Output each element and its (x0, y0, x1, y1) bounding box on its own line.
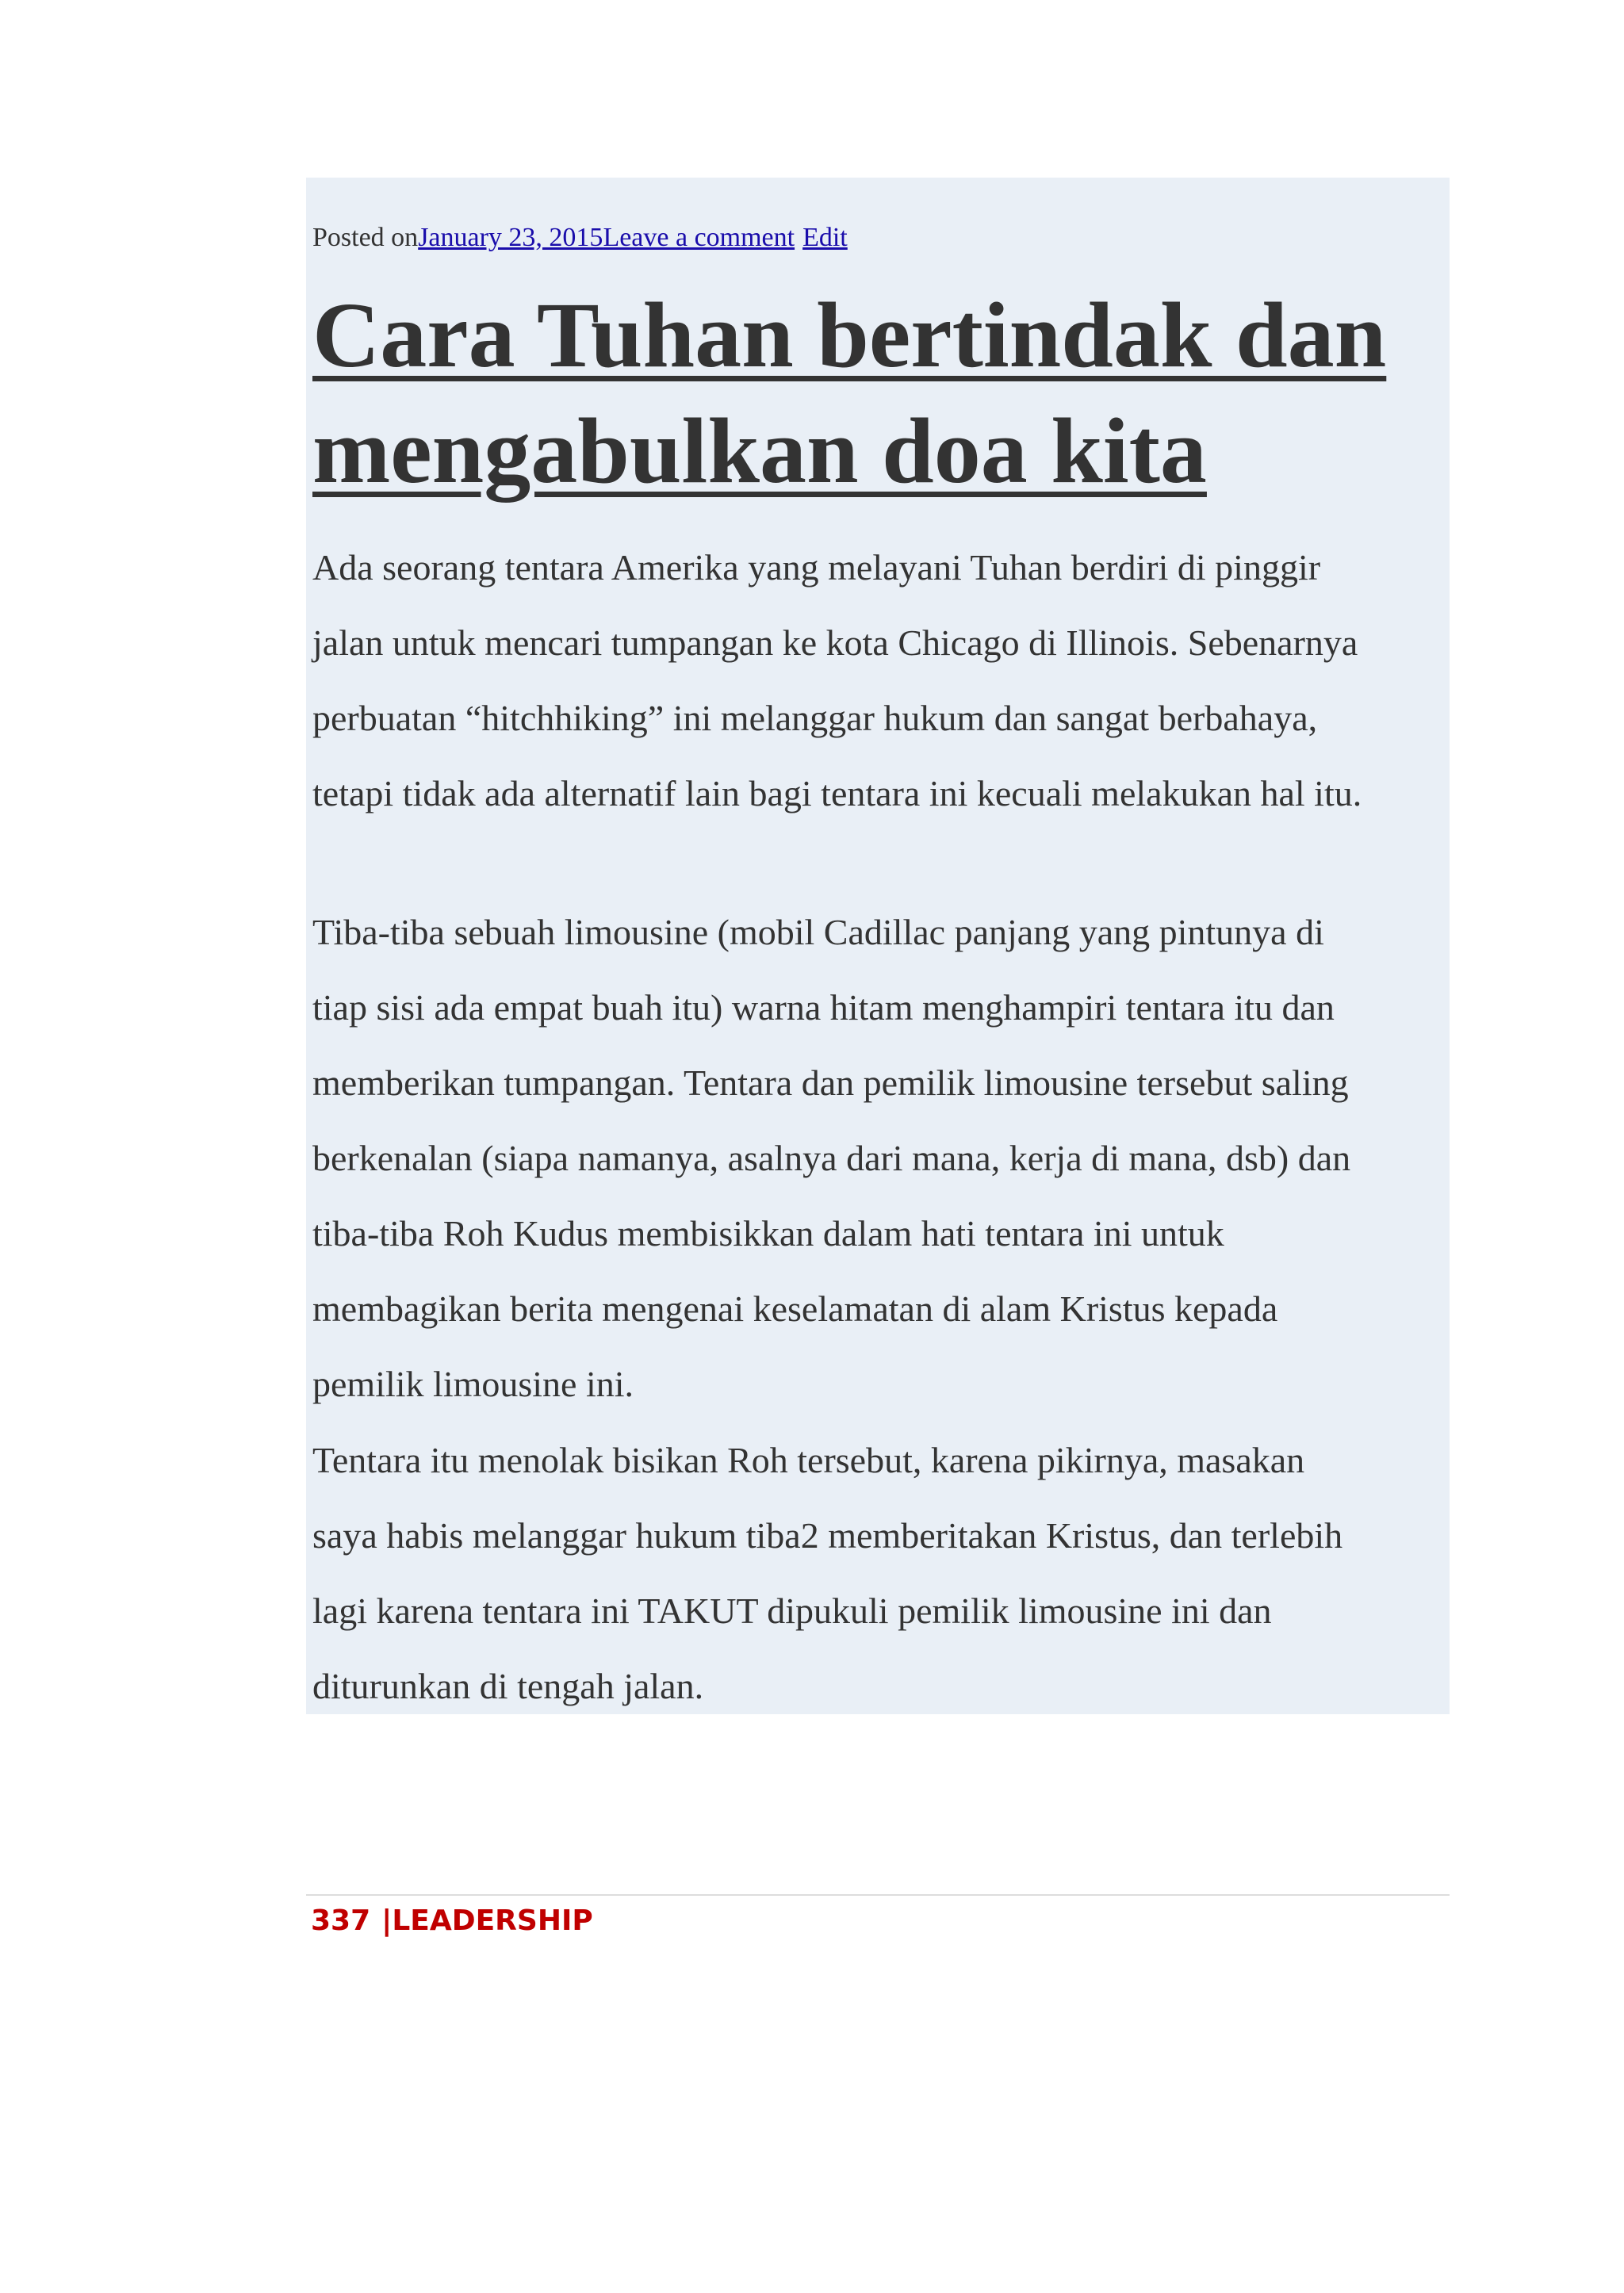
paragraph-line: Tentara itu menolak bisikan Roh tersebut, karena pikirnya, masakan (312, 1440, 1305, 1480)
post-title-line-1[interactable]: Cara Tuhan bertindak dan (312, 283, 1387, 387)
posted-on-label: Posted on (312, 223, 419, 252)
paragraph-line: pemilik limousine ini. (312, 1364, 634, 1404)
footer-divider (306, 1894, 1450, 1896)
paragraph-line: diturunkan di tengah jalan. (312, 1666, 704, 1706)
page-number: 337 (311, 1904, 371, 1937)
page-footer (311, 1898, 593, 1944)
paragraph-line: Tiba-tiba sebuah limousine (mobil Cadillac panjang yang pintunya di (312, 912, 1324, 952)
footer-separator: | (381, 1904, 393, 1937)
edit-post-link[interactable]: Edit (802, 223, 848, 252)
paragraph-line: jalan untuk mencari tumpangan ke kota Chicago di Illinois. Sebenarnya (312, 622, 1358, 663)
paragraph-line: lagi karena tentara ini TAKUT dipukuli pemilik limousine ini dan (312, 1591, 1272, 1631)
paragraph-line: tiap sisi ada empat buah itu) warna hitam menghampiri tentara itu dan (312, 987, 1335, 1028)
paragraph-line: memberikan tumpangan. Tentara dan pemilik limousine tersebut saling (312, 1062, 1349, 1103)
post-date-link[interactable]: January 23, 2015 (418, 223, 603, 252)
post-paragraph-3 (312, 1422, 1446, 1724)
paragraph-line: berkenalan (siapa namanya, asalnya dari mana, kerja di mana, dsb) dan (312, 1138, 1351, 1178)
paragraph-line: tetapi tidak ada alternatif lain bagi tentara ini kecuali melakukan hal itu. (312, 773, 1362, 813)
section-label: LEADERSHIP (392, 1904, 593, 1937)
post-meta (312, 220, 848, 255)
paragraph-line: perbuatan “hitchhiking” ini melanggar hukum dan sangat berbahaya, (312, 698, 1318, 738)
paragraph-line: tiba-tiba Roh Kudus membisikkan dalam hati tentara ini untuk (312, 1213, 1224, 1254)
post-paragraph-2 (312, 894, 1446, 1422)
paragraph-line: saya habis melanggar hukum tiba2 memberitakan Kristus, dan terlebih (312, 1515, 1343, 1556)
paragraph-line: Ada seorang tentara Amerika yang melayani Tuhan berdiri di pinggir (312, 547, 1321, 588)
post-paragraph-1 (312, 530, 1446, 831)
leave-comment-link[interactable]: Leave a comment (603, 223, 795, 252)
post-title[interactable] (312, 278, 1438, 509)
post-title-line-2[interactable]: mengabulkan doa kita (312, 399, 1207, 503)
paragraph-line: membagikan berita mengenai keselamatan di alam Kristus kepada (312, 1288, 1278, 1329)
